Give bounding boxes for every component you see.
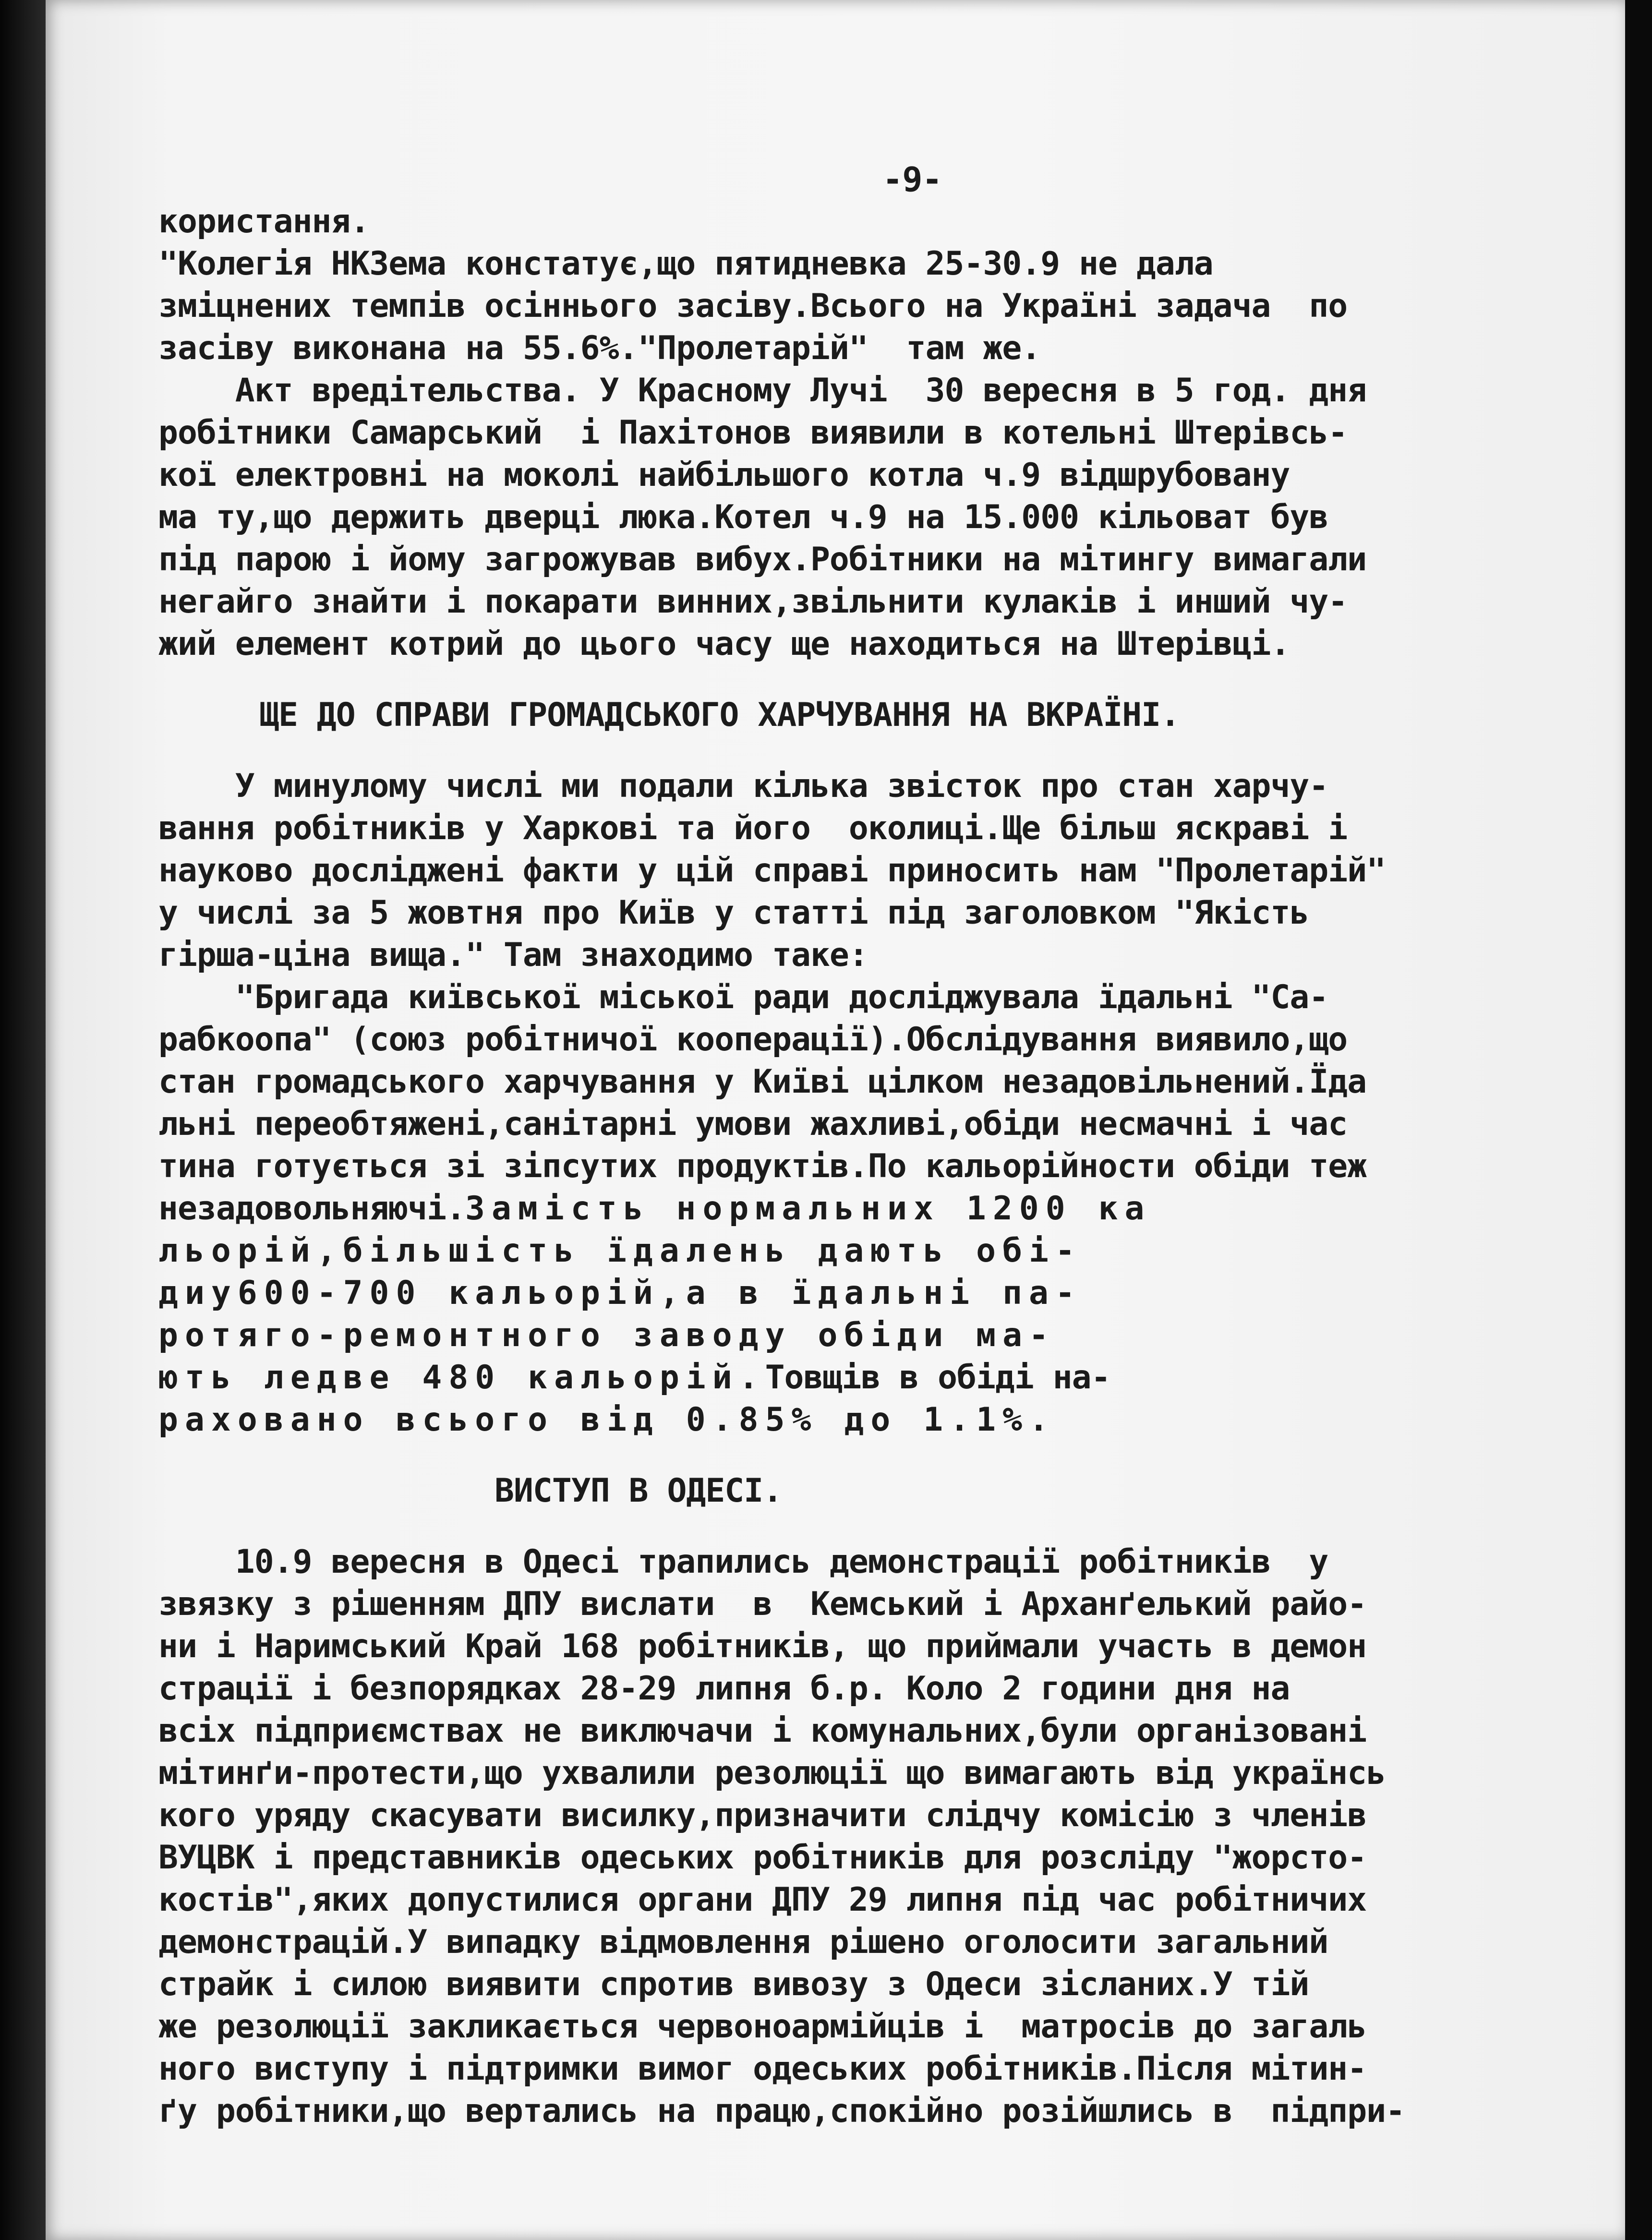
paragraph-1 <box>158 201 1464 370</box>
spaced-text-line: льорій,більшість їдалень дають обі- <box>158 1232 1082 1270</box>
text-line: 10.9 вересня в Одесі трапились демонстрації робітників у <box>158 1543 1328 1581</box>
text-line: ни і Наримський Край 168 робітників, що приймали участь в демон <box>158 1627 1367 1665</box>
spaced-text-line: диу600-700 кальорій,а в їдальні па- <box>158 1274 1082 1312</box>
text-line <box>158 1357 1464 1399</box>
text-line: демонстрацій.У випадку відмовлення рішено оголосити загальний <box>158 1923 1328 1961</box>
spaced-text-line: ротяго-ремонтного заводу обіди ма- <box>158 1316 1055 1354</box>
text-line: Акт вредітельства. У Красному Лучі 30 вересня в 5 год. дня <box>158 372 1367 409</box>
text-line: мітинґи-протести,що ухвалили резолюції що вимагають від українсь <box>158 1754 1386 1792</box>
text-fragment: незадовольняючі. <box>158 1190 466 1228</box>
text-line: кої електровні на моколі найбільшого котла ч.9 відшрубовану <box>158 456 1290 494</box>
text-line: страції і безпорядках 28-29 липня б.р. Коло 2 години дня на <box>158 1670 1290 1708</box>
text-line: "Колегія НКЗема констатує,що пятидневка 25-30.9 не дала <box>158 245 1213 283</box>
text-line: всіх підприємствах не виключачи і комунальних,були організовані <box>158 1712 1367 1750</box>
typewritten-page <box>158 158 1464 2132</box>
text-line: жий елемент котрий до цього часу ще находиться на Штерівці. <box>158 625 1290 663</box>
text-line: ВУЦВК і представників одеських робітників для розсліду "жорсто- <box>158 1839 1367 1877</box>
text-line: під парою і йому загрожував вибух.Робітники на мітингу вимагали <box>158 541 1367 578</box>
paragraph-3 <box>158 765 1464 976</box>
spaced-text: ють ледве 480 кальорій. <box>158 1359 765 1397</box>
text-line: ного виступу і підтримки вимог одеських робітників.Після мітин- <box>158 2050 1367 2088</box>
text-line: робітники Самарський і Пахітонов виявили в котельні Штерівсь- <box>158 414 1348 452</box>
spaced-text-line: раховано всього від 0.85% до 1.1%. <box>158 1401 1055 1439</box>
text-line: "Бригада київської міської ради досліджувала їдальні "Са- <box>158 978 1328 1016</box>
paragraph-2 <box>158 370 1464 665</box>
section-heading: ВИСТУП В ОДЕСІ. <box>494 1472 783 1510</box>
text-line: негайго знайти і покарати винних,звільнити кулаків і инший чу- <box>158 583 1348 621</box>
text-line: ма ту,що держить дверці люка.Котел ч.9 на 15.000 кільоват був <box>158 498 1328 536</box>
left-binding-edge <box>0 0 46 2240</box>
text-line: льні переобтяжені,санітарні умови жахливі,обіди несмачні і час <box>158 1105 1348 1143</box>
text-line: зміцнених темпів осіннього засіву.Всього на Україні задача по <box>158 287 1348 325</box>
right-dark-edge <box>1625 0 1652 2240</box>
text-fragment: Товщів в обіді на- <box>765 1359 1110 1397</box>
text-line: костів",яких допустилися органи ДПУ 29 липня під час робітничих <box>158 1881 1367 1919</box>
text-line: страйк і силою виявити спротив вивозу з Одеси зісланих.У тій <box>158 1965 1309 2003</box>
text-line: вання робітників у Харкові та його околиці.Ще більш яскраві і <box>158 809 1348 847</box>
text-line: у числі за 5 жовтня про Київ у статті під заголовком "Якість <box>158 894 1309 932</box>
spaced-text: Замість нормальних 1200 ка <box>465 1190 1151 1228</box>
text-line: стан громадського харчування у Київі цілком незадовільнений.Їда <box>158 1063 1367 1101</box>
text-line: засіву виконана на 55.6%."Пролетарій" там же. <box>158 329 1041 367</box>
text-line: користання. <box>158 203 370 241</box>
text-line: кого уряду скасувати висилку,призначити слідчу комісію з членів <box>158 1796 1367 1834</box>
text-line: звязку з рішенням ДПУ вислати в Кемський і Арханґелький райо- <box>158 1585 1367 1623</box>
text-line: гірша-ціна вища." Там знаходимо таке: <box>158 936 868 974</box>
section-heading: ЩЕ ДО СПРАВИ ГРОМАДСЬКОГО ХАРЧУВАННЯ НА ВКРАЇНІ. <box>259 696 1180 734</box>
quote-block <box>158 976 1464 1441</box>
text-line: ґу робітники,що вертались на працю,спокійно розійшлись в підпри- <box>158 2092 1405 2130</box>
text-line <box>158 1188 1464 1230</box>
paragraph-4 <box>158 1541 1464 2132</box>
text-line: науково досліджені факти у цій справі приносить нам "Пролетарій" <box>158 852 1386 890</box>
text-line: У минулому числі ми подали кілька звісток про стан харчу- <box>158 767 1328 805</box>
page-number: -9- <box>882 160 942 199</box>
text-line: же резолюції закликається червоноармійців і матросів до загаль <box>158 2008 1367 2046</box>
text-line: тина готується зі зіпсутих продуктів.По кальорійности обіди теж <box>158 1147 1367 1185</box>
text-line: рабкоопа" (союз робітничої кооперації).Обслідування виявило,що <box>158 1021 1348 1059</box>
